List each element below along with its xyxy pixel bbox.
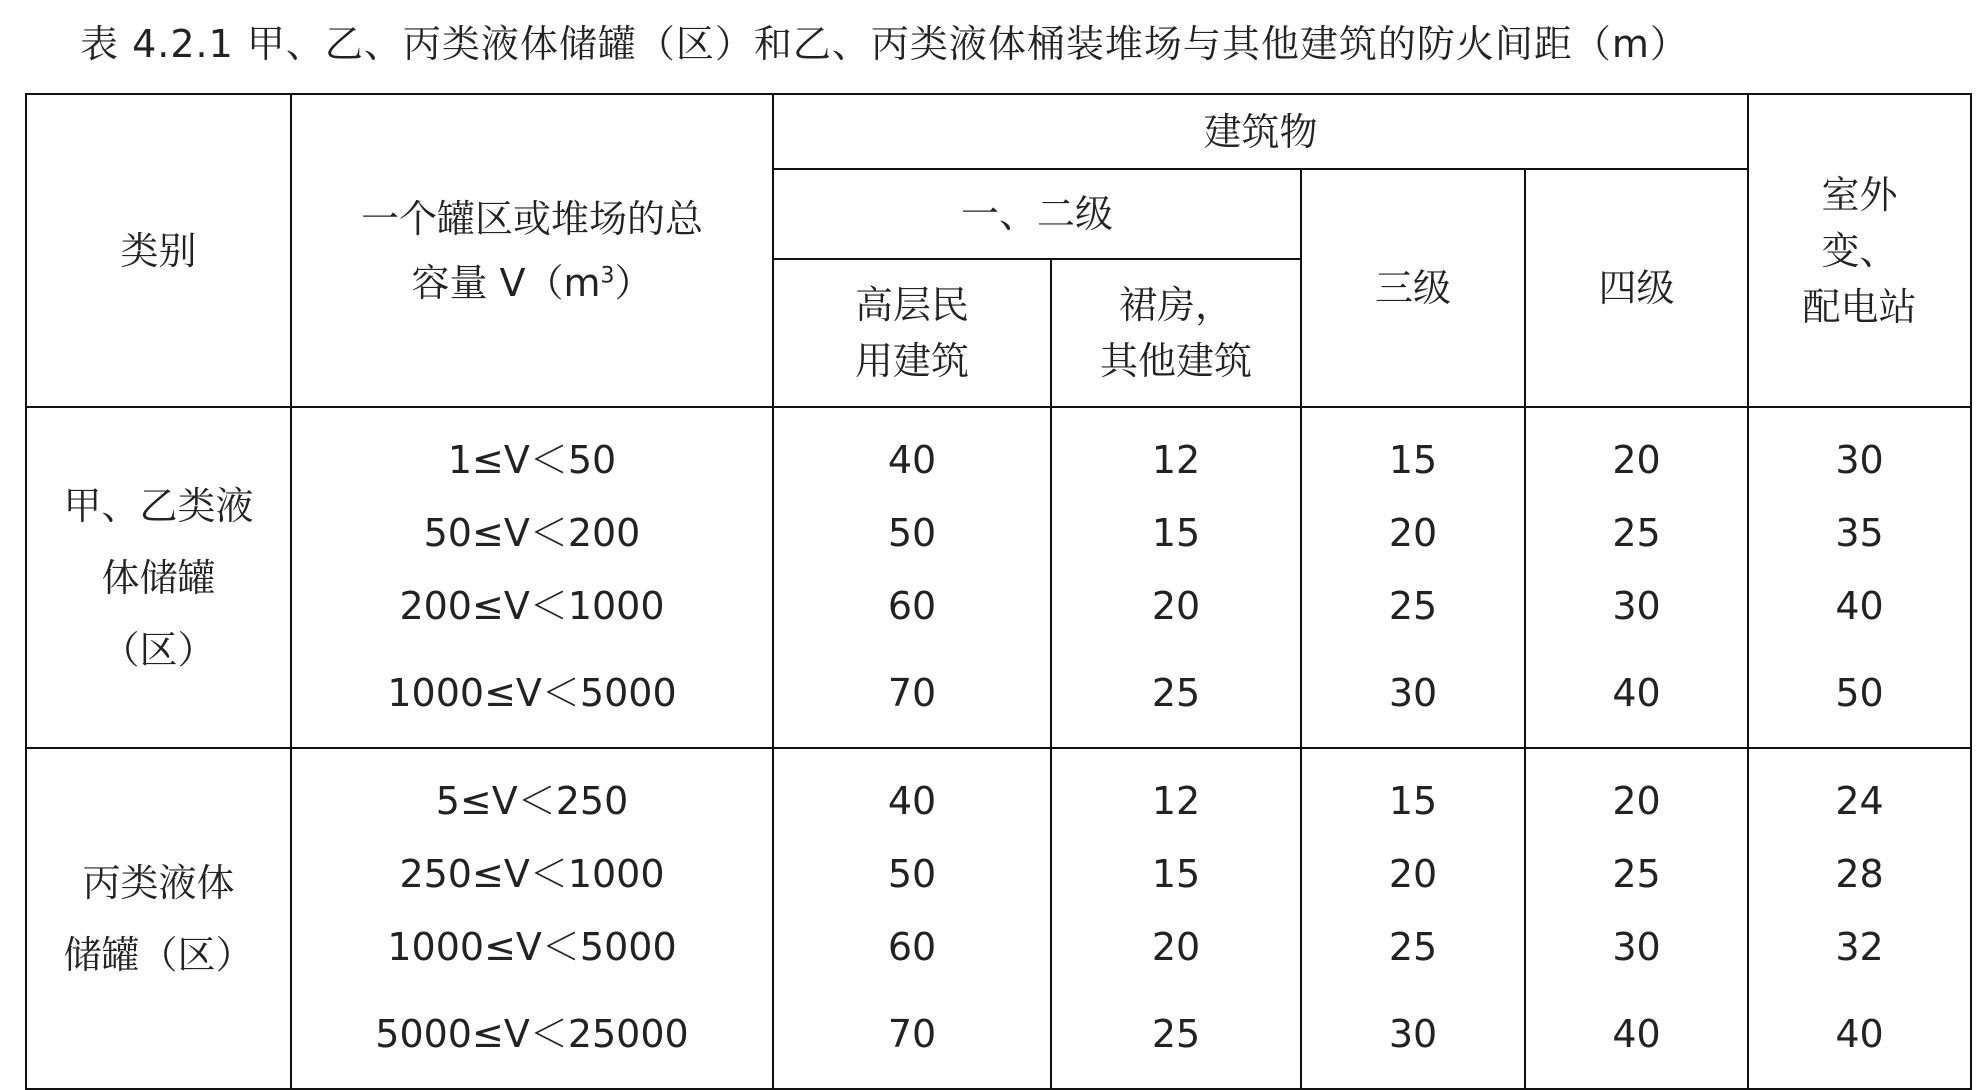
distance-value: 25 <box>1388 925 1438 969</box>
distance-value: 20 <box>1151 584 1201 628</box>
grade3-distance-cell <box>1301 748 1525 1089</box>
distance-value: 40 <box>1835 1012 1884 1056</box>
distance-value: 20 <box>1388 511 1438 555</box>
distance-value: 20 <box>1612 779 1661 823</box>
substation-distance-cell <box>1748 407 1971 748</box>
distance-value: 40 <box>887 779 937 823</box>
distance-value: 15 <box>1388 438 1438 482</box>
capacity-unit-prefix: 容量 V（m <box>411 260 601 305</box>
category-line: 储罐（区） <box>63 932 254 977</box>
category-line: 丙类液体 <box>82 860 235 905</box>
distance-value: 15 <box>1151 852 1201 896</box>
capacity-range: 50≤V＜200 <box>423 511 641 555</box>
distance-value: 25 <box>1612 511 1661 555</box>
distance-value: 50 <box>887 852 937 896</box>
distance-value: 25 <box>1612 852 1661 896</box>
header-substation <box>1748 94 1971 407</box>
grade4-distance-cell <box>1525 748 1748 1089</box>
category-line: 体储罐 <box>101 555 216 600</box>
podium-distance-cell <box>1051 407 1301 748</box>
distance-value: 28 <box>1835 852 1884 896</box>
distance-value: 40 <box>887 438 937 482</box>
header-grade-4: 四级 <box>1525 169 1748 407</box>
capacity-unit-superscript: 3 <box>600 262 615 288</box>
header-category: 类别 <box>26 94 291 407</box>
distance-value: 60 <box>887 925 937 969</box>
distance-value: 30 <box>1388 1012 1438 1056</box>
header-highrise-line1: 高层民 <box>854 283 969 327</box>
capacity-range: 250≤V＜1000 <box>399 852 665 896</box>
header-capacity-line1: 一个罐区或堆场的总 <box>360 196 703 241</box>
distance-value: 35 <box>1835 511 1884 555</box>
category-line: （区） <box>101 627 216 672</box>
category-cell <box>26 748 291 1089</box>
distance-value: 25 <box>1151 671 1201 715</box>
header-podium <box>1051 259 1301 407</box>
distance-value: 40 <box>1612 1012 1661 1056</box>
header-capacity-line2 <box>411 251 652 315</box>
distance-value: 30 <box>1835 438 1884 482</box>
header-podium-line1: 裙房， <box>1118 283 1233 327</box>
distance-value: 70 <box>887 1012 937 1056</box>
header-capacity <box>291 94 773 407</box>
distance-value: 50 <box>887 511 937 555</box>
capacity-range-cell <box>291 407 773 748</box>
header-highrise <box>773 259 1051 407</box>
header-substation-line3: 配电站 <box>1802 284 1917 329</box>
distance-value: 30 <box>1612 584 1661 628</box>
capacity-range: 1000≤V＜5000 <box>387 671 677 715</box>
header-substation-line1: 室外 <box>1821 172 1898 217</box>
distance-value: 20 <box>1612 438 1661 482</box>
header-row-1 <box>26 94 1971 169</box>
grade3-distance-cell <box>1301 407 1525 748</box>
capacity-range: 1≤V＜50 <box>447 438 617 482</box>
distance-value: 60 <box>887 584 937 628</box>
distance-value: 25 <box>1151 1012 1201 1056</box>
distance-value: 25 <box>1388 584 1438 628</box>
distance-value: 12 <box>1151 438 1201 482</box>
capacity-range: 5000≤V＜25000 <box>375 1012 689 1056</box>
podium-distance-cell <box>1051 748 1301 1089</box>
header-highrise-line2: 用建筑 <box>854 339 969 383</box>
capacity-range-cell <box>291 748 773 1089</box>
capacity-range: 200≤V＜1000 <box>399 584 665 628</box>
distance-value: 20 <box>1388 852 1438 896</box>
distance-value: 30 <box>1612 925 1661 969</box>
header-buildings: 建筑物 <box>773 94 1748 169</box>
fire-distance-table <box>25 93 1972 1090</box>
category-line: 甲、乙类液 <box>63 483 254 528</box>
header-substation-line2: 变、 <box>1821 228 1898 273</box>
highrise-distance-cell <box>773 407 1051 748</box>
distance-value: 24 <box>1835 779 1884 823</box>
group-row-class-a-b <box>26 407 1971 748</box>
grade4-distance-cell <box>1525 407 1748 748</box>
distance-value: 30 <box>1388 671 1438 715</box>
substation-distance-cell <box>1748 748 1971 1089</box>
distance-value: 20 <box>1151 925 1201 969</box>
distance-value: 70 <box>887 671 937 715</box>
capacity-range: 5≤V＜250 <box>435 779 629 823</box>
table-caption: 表 4.2.1 甲、乙、丙类液体储罐（区）和乙、丙类液体桶装堆场与其他建筑的防火间距（m） <box>80 22 1689 66</box>
distance-value: 40 <box>1612 671 1661 715</box>
group-row-class-c <box>26 748 1971 1089</box>
header-podium-line2: 其他建筑 <box>1099 339 1252 383</box>
header-grade-3: 三级 <box>1301 169 1525 407</box>
distance-value: 32 <box>1835 925 1884 969</box>
distance-value: 15 <box>1388 779 1438 823</box>
distance-value: 15 <box>1151 511 1201 555</box>
distance-value: 40 <box>1835 584 1884 628</box>
highrise-distance-cell <box>773 748 1051 1089</box>
capacity-range: 1000≤V＜5000 <box>387 925 677 969</box>
header-grade-1-2: 一、二级 <box>773 169 1301 259</box>
category-cell <box>26 407 291 748</box>
distance-value: 12 <box>1151 779 1201 823</box>
distance-value: 50 <box>1835 671 1884 715</box>
capacity-unit-suffix: ） <box>614 260 653 305</box>
